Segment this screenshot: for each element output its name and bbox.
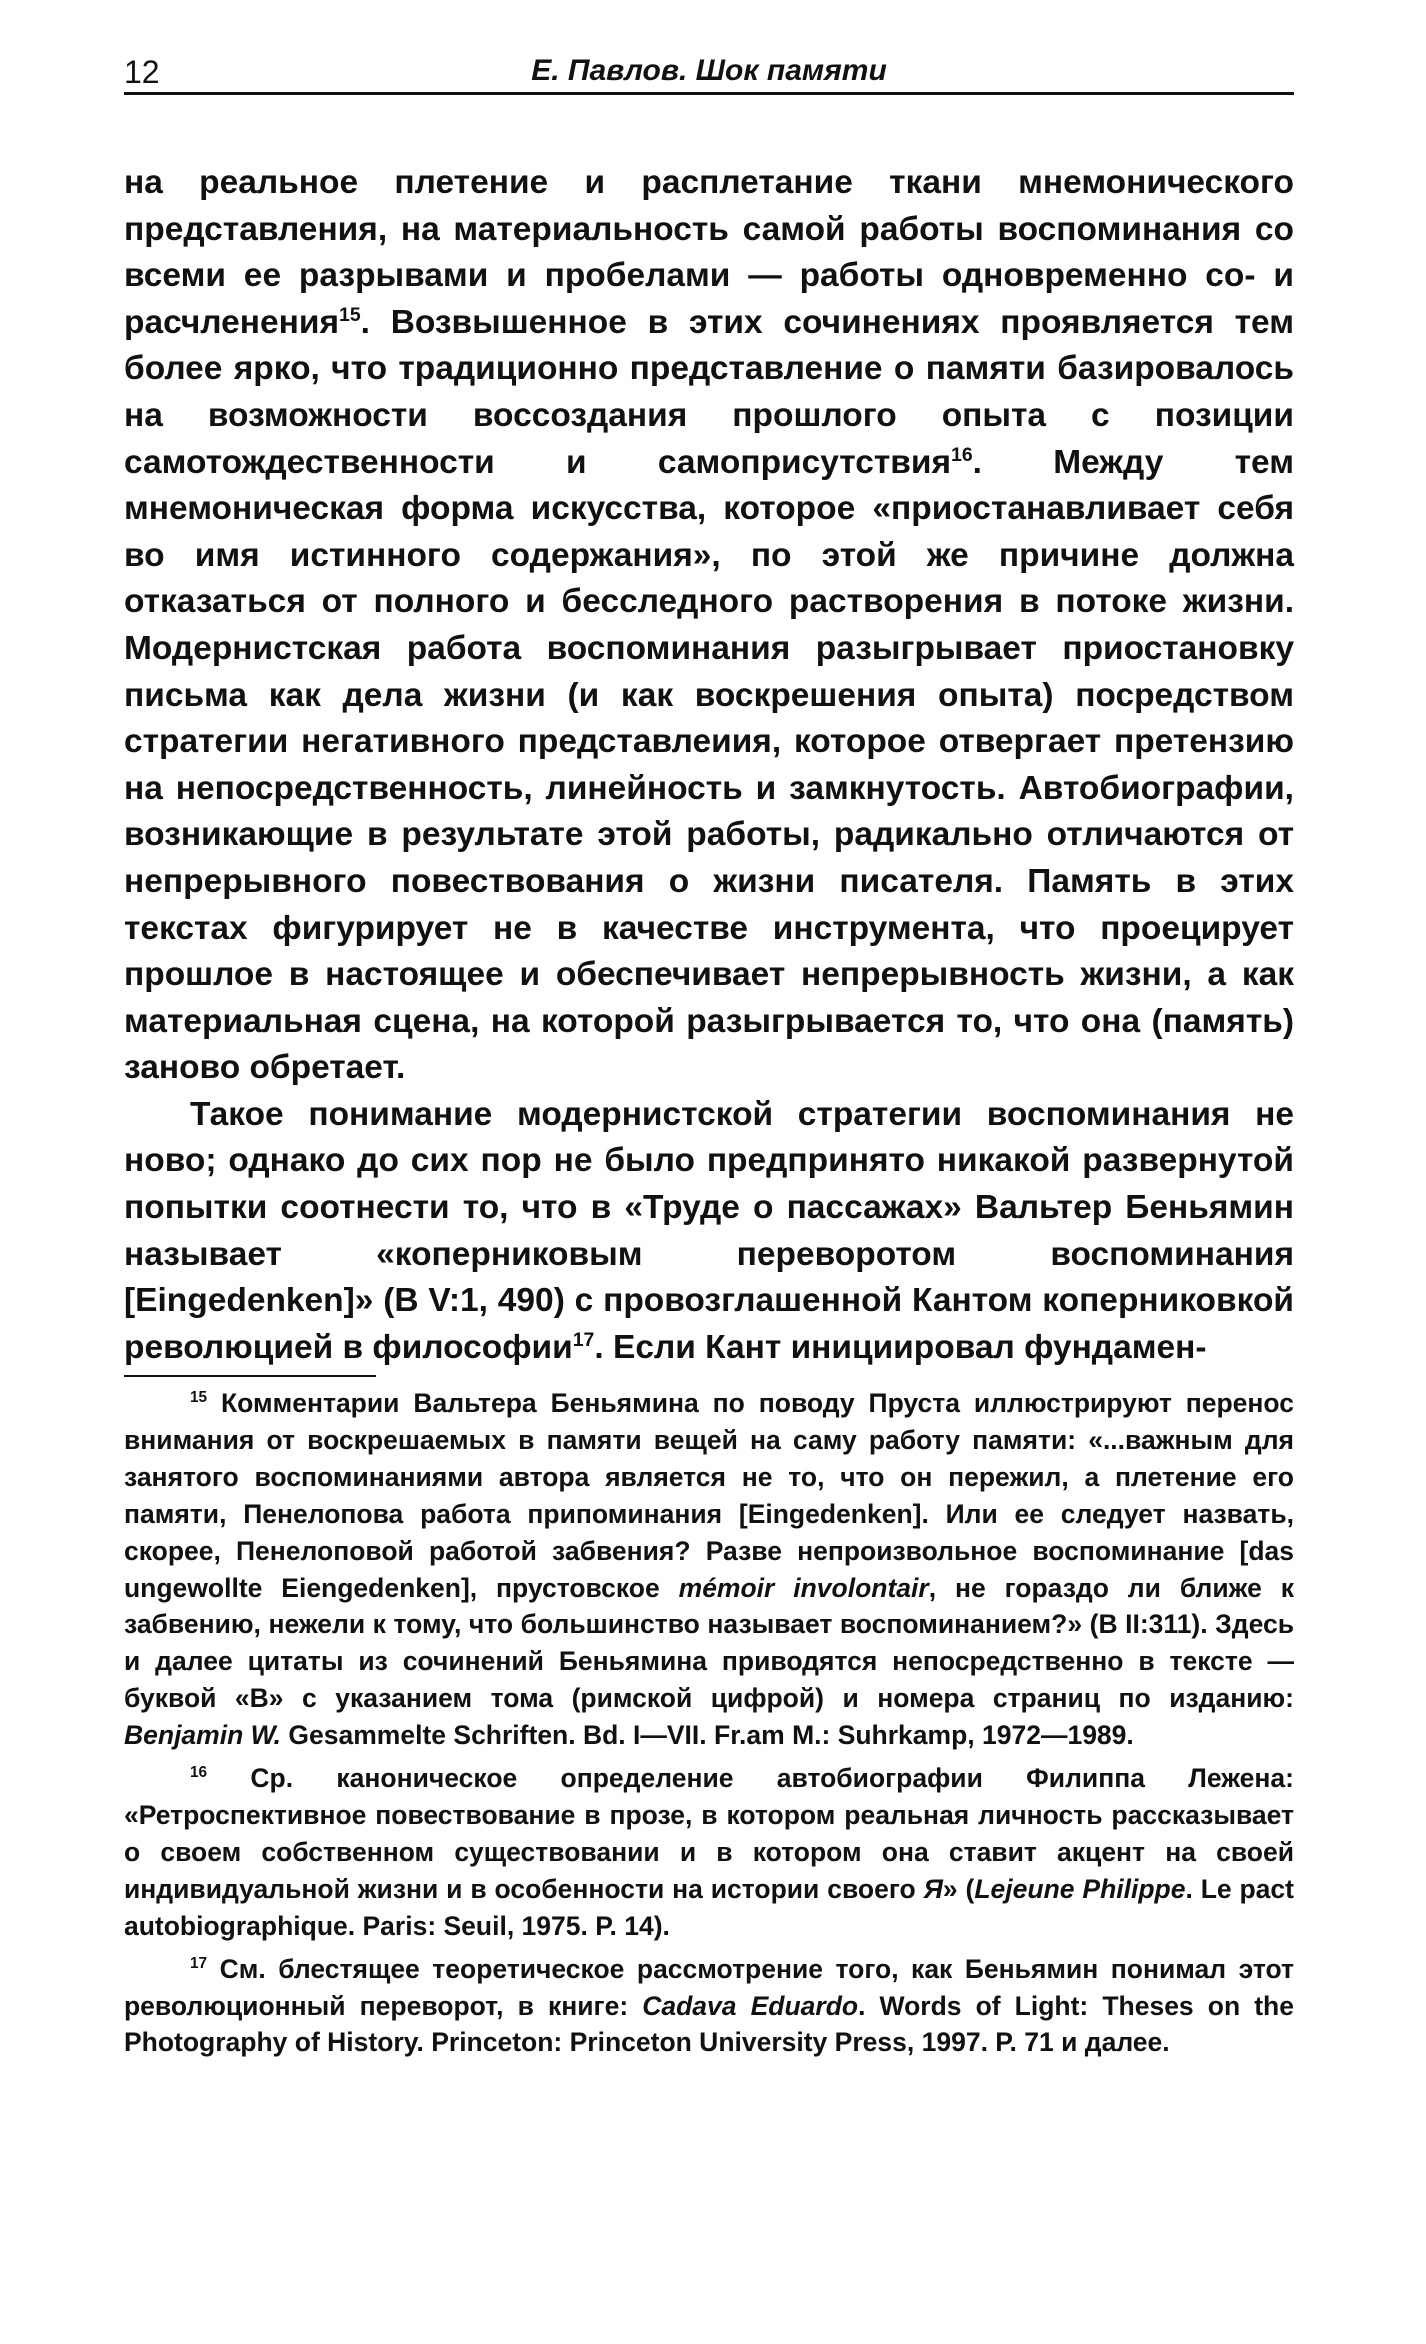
footnote-17	[124, 1951, 1294, 2062]
footnote-number: 17	[190, 1954, 208, 1972]
footnote-ref-17[interactable]: 17	[572, 1328, 595, 1351]
footnote-text: Ср. каноническое определение автобиографии Филиппа Лежена: «Ретроспективное повествование в прозе, в котором реальная личность рассказывает о своем собственном существовании и в котором она ставит акцент на своей индивидуальной жизни и в особенности на истории своего	[124, 1763, 1294, 1904]
footnote-15	[124, 1385, 1294, 1754]
footnote-text: . Words of Light: Theses on the Photography of History. Princeton: Princeton University Press, 1997. P. 71 и далее.	[124, 1990, 1294, 2058]
page-header	[124, 52, 1294, 95]
footnote-number: 16	[190, 1764, 208, 1782]
footnote-text: Комментарии Вальтера Беньямина по поводу Пруста иллюстрируют перенос внимания от воскрешаемых в памяти вещей на саму работу памяти: «...важным для занятого воспоминаниями автора является не то, что он пережил, а плетение его памяти, Пенелопова работа припоминания [Eingedenken]. Или ее следует назвать, скорее, Пенелоповой работой забвения? Разве непроизвольное воспоминание [das ungewollte Eiengedenken], прустовское	[124, 1388, 1294, 1603]
footnote-author: Cadava Eduardo	[642, 1990, 859, 2021]
footnote-text: См. блестящее теоретическое рассмотрение того, как Беньямин понимал этот революционный переворот, в книге:	[124, 1953, 1294, 2021]
page-number: 12	[124, 54, 160, 90]
footnote-text: , не гораздо ли ближе к забвению, нежели к тому, что большинство называет воспоминанием?» (В II:311). Здесь и далее цитаты из сочинений Беньямина приводятся непосредственно в тексте — буквой «В» с указанием тома (римской цифрой) и номера страниц по изданию:	[124, 1572, 1294, 1714]
paragraph-1-part-c: . Между тем мнемоническая форма искусства, которое «приостанавливает себя во имя истинного содержания», по этой же причине должна отказаться от полного и бесследного растворения в потоке жизни. Модернистская работа воспоминания разыгрывает приостановку письма как дела жизни (и как воскрешения опыта) посредством стратегии негативного представлеиия, которое отвергает претензию на непосредственность, линейность и замкнутость. Автобиографии, возникающие в результате этой работы, радикально отличаются от непрерывного повествования о жизни писателя. Память в этих текстах фигурирует не в качестве инструмента, что проецирует прошлое в настоящее и обеспечивает непрерывность жизни, а как материальная сцена, на которой разыгрывается то, что она (память) заново обретает.	[124, 443, 1294, 1087]
footnote-number: 15	[190, 1389, 208, 1407]
footnote-italic: mémoir involontair	[678, 1572, 929, 1603]
footnote-italic: Я	[923, 1873, 943, 1904]
paragraph-2	[124, 1092, 1294, 1372]
paragraph-1	[124, 160, 1294, 1092]
paragraph-1-part-a: на реальное плетение и расплетание ткани мнемонического представления, на материальность самой работы воспоминания со всеми ее разрывами и пробелами — работы одновременно со- и расчленения	[124, 164, 1294, 341]
running-title: Е. Павлов. Шок памяти	[531, 54, 887, 87]
footnote-ref-16[interactable]: 16	[951, 443, 973, 466]
footnote-author: Benjamin W.	[124, 1720, 282, 1751]
footnotes	[124, 1385, 1294, 2061]
footnote-text: . Le pact autobiographique. Paris: Seuil, 1975. P. 14).	[124, 1873, 1294, 1941]
paragraph-2-part-b: . Если Кант инициировал фундамен-	[594, 1328, 1207, 1366]
footnote-author: Lejeune Philippe	[974, 1873, 1186, 1904]
paragraph-2-part-a: Такое понимание модернистской стратегии воспоминания не ново; однако до сих пор не было предпринято никакой развернутой попытки соотнести то, что в «Труде о пассажах» Вальтер Беньямин называет «коперниковым переворотом воспоминания [Eingedenken]» (В V:1, 490) с провозглашенной Кантом коперниковкой революцией в философии	[124, 1095, 1294, 1366]
footnote-ref-15[interactable]: 15	[339, 303, 361, 326]
footnote-text: Gesammelte Schriften. Bd. I—VII. Fr.am M.: Suhrkamp, 1972—1989.	[281, 1720, 1134, 1751]
main-text	[124, 160, 1294, 1371]
footnote-text: » (	[942, 1873, 975, 1904]
footnote-separator	[124, 1375, 376, 1377]
footnote-16	[124, 1760, 1294, 1945]
paragraph-1-part-b: . Возвышенное в этих сочинениях проявляется тем более ярко, что традиционно представление о памяти базировалось на возможности воссоздания прошлого опыта с позиции самотождественности и самоприсутствия	[124, 303, 1294, 481]
